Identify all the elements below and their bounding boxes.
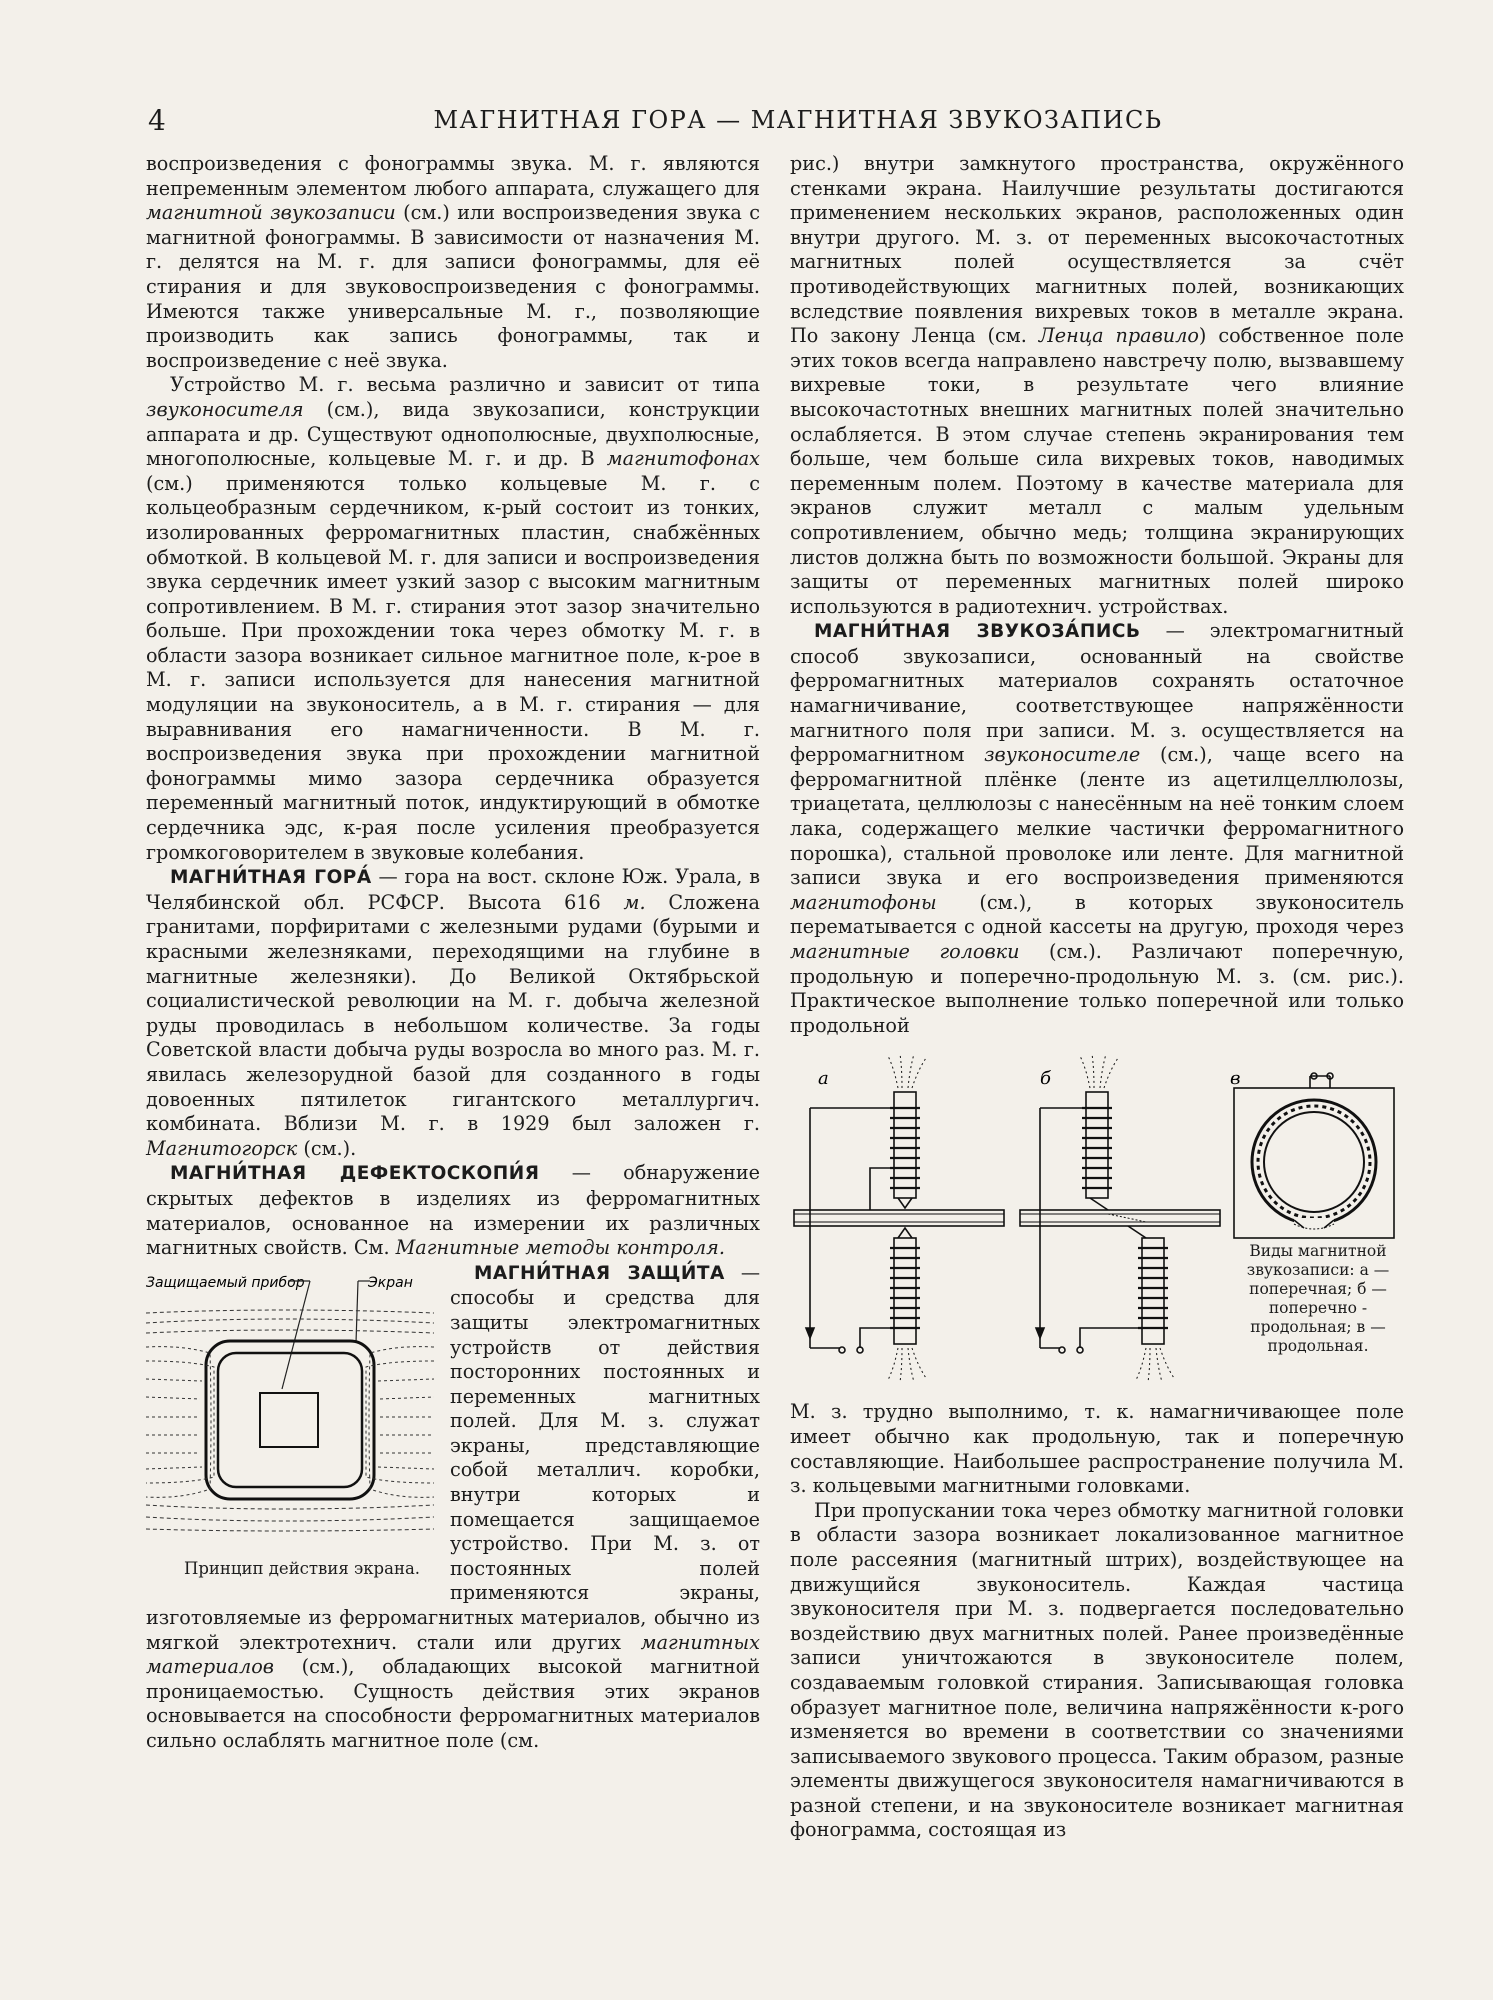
page-header — [148, 104, 1408, 144]
paragraph-heads-intro: воспроизведения с фонограммы звука. М. г. являются непременным элементом любого аппарата, служащего для магнитной звукозаписи (см.) или воспроизведения звука с магнитной фонограммы. В зависимости от назначения М. г. делятся на М. г. для записи фонограммы, для её стирания и для звуковоспроизведения с фонограммы. Имеются также универсальные М. г., позволяющие производить как запись фонограммы, так и воспроизведение с неё звука. — [146, 152, 760, 372]
entry-magnitnaya-zashchita: МАГНИ́ТНАЯ ЗАЩИ́ТА Защищаемый прибор Экран Принцип действия экрана. — способы и средства для защиты электромагнитных устройств от действия посторонних постоянных и переменных магнитных полей. Для М. з. служат экраны, представляющие собой металлич. коробки, внутри которых и помещается защищаемое устройство. При М. з. от постоянных полей применяются экраны, изготовляемые из ферромагнитных материалов, обычно из мягкой электротехнич. стали или других магнитных материалов (см.), обладающих высокой магнитной проницаемостью. Сущность действия этих экранов основывается на способности ферромагнитных материалов сильно ослаблять магнитное поле (см. — [146, 1261, 760, 1754]
label-a: а — [818, 1068, 829, 1090]
paragraph-zvukozapis-3: При пропускании тока через обмотку магнитной головки в области зазора возникает локализованное магнитное поле рассеяния (магнитный штрих), воздействующее на движущийся звуконоситель. Каждая частица звуконосителя при М. з. подвергается последовательно воздействию двух магнитных полей. Ранее произведённые записи уничтожаются в звуконосителе полем, создаваемым головкой стирания. Записывающая головка образует магнитное поле, величина напряжённости к-рого изменяется во времени в соответствии со значениями записываемого звукового процесса. Таким образом, разные элементы движущегося звуконосителя намагничиваются в разной степени, и на звуконосителе возникает магнитная фонограмма, состоящая из — [790, 1498, 1404, 1842]
figure-screen — [142, 1267, 438, 1579]
headword-gora: МАГНИ́ТНАЯ ГОРА́ — [170, 867, 372, 889]
paragraph-heads-design: Устройство М. г. весьма различно и зависит от типа звуконосителя (см.), вида звукозаписи, конструкции аппарата и др. Существуют однополюсные, двухполюсные, многополюсные, кольцевые М. г. и др. В магнитофонах (см.) применяются только кольцевые М. г. с кольцеобразным сердечником, к-рый состоит из тонких, изолированных ферромагнитных пластин, снабжённых обмоткой. В кольцевой М. г. для записи и воспроизведения звука сердечник имеет узкий зазор с высоким магнитным сопротивлением. В М. г. стирания этот зазор значительно больше. При прохождении тока через обмотку М. г. в области зазора возникает сильное магнитное поле, к-рое в М. г. записи используется для нанесения магнитной модуляции на звуконоситель, а в М. г. стирания — для выравнивания его намагниченности. В М. г. воспроизведения звука при прохождении магнитной фонограммы мимо зазора сердечника образуется переменный магнитный поток, индуктирующий в обмотке сердечника эдс, к-рая после усиления преобразуется громкоговорителем в звуковые колебания. — [146, 373, 760, 864]
label-protected-device: Защищаемый прибор — [146, 1274, 305, 1291]
diagram-v — [1234, 1073, 1394, 1238]
screen-diagram — [142, 1267, 438, 1557]
label-screen: Экран — [368, 1274, 413, 1291]
headword-defekt: МАГНИ́ТНАЯ ДЕФЕКТОСКОПИ́Я — [170, 1163, 540, 1185]
right-column — [790, 152, 1404, 1942]
diagram-b — [1020, 1054, 1220, 1382]
diagram-a — [794, 1054, 1004, 1382]
entry-magnitnaya-zvukozapis: МАГНИ́ТНАЯ ЗВУКОЗА́ПИСЬ — электромагнитный способ звукозаписи, основанный на свойстве ферромагнитных материалов сохранять остаточное намагничивание, соответствующее напряжённости магнитного поля при записи. М. з. осуществляется на ферромагнитном звуконосителе (см.), чаще всего на ферромагнитной плёнке (ленте из ацетилцеллюлозы, триацетата, целлюлозы с нанесённым на неё тонким слоем лака, содержащего мелкие частички ферромагнитного порошка), стальной проволоке или ленте. Для магнитной записи звука и его воспроизведения применяются магнитофоны (см.), в которых звуконоситель перематывается с одной кассеты на другую, проходя через магнитные головки (см.). Различают поперечную, продольную и поперечно-продольную М. з. (см. рис.). Практическое выполнение только поперечной или только продольной — [790, 619, 1404, 1037]
headword-zvukozapis: МАГНИ́ТНАЯ ЗВУКОЗА́ПИСЬ — [814, 621, 1141, 643]
caption-screen: Принцип действия экрана. — [183, 1558, 421, 1578]
label-b: б — [1040, 1068, 1051, 1090]
running-title: МАГНИТНАЯ ГОРА — МАГНИТНАЯ ЗВУКОЗАПИСЬ — [433, 106, 1163, 134]
headword-zashchita: МАГНИ́ТНАЯ ЗАЩИ́ТА — [474, 1262, 725, 1284]
paragraph-zvukozapis-2: М. з. трудно выполнимо, т. к. намагничивающее поле имеет обычно как продольную, так и поперечную составляющие. Наибольшее распространение получила М. з. кольцевыми магнитными головками. — [790, 1400, 1404, 1498]
paragraph-zashchita-cont: рис.) внутри замкнутого пространства, окружённого стенками экрана. Наилучшие результаты достигаются применением нескольких экранов, расположенных один внутри другого. М. з. от переменных высокочастотных магнитных полей осуществляется за счёт противодействующих магнитных полей, возникающих вследствие появления вихревых токов в металле экрана. По закону Ленца (см. Ленца правило) собственное поле этих токов всегда направлено навстречу полю, вызвавшему вихревые токи, в результате чего влияние высокочастотных внешних магнитных полей значительно ослабляется. В этом случае степень экранирования тем больше, чем больше сила вихревых токов, наводимых переменным полем. Поэтому в качестве материала для экранов служит металл с малым удельным сопротивлением, обычно медь; толщина экранирующих листов должна быть по возможности большой. Экраны для защиты от переменных магнитных полей широко используются в радиотехнич. устройствах. — [790, 152, 1405, 618]
left-column — [146, 152, 760, 1942]
figure-recording-types — [790, 1048, 1404, 1388]
link-lenz-rule: Ленца правило — [1038, 324, 1199, 348]
link-magnitogorsk: Магнитогорск — [146, 1136, 298, 1160]
label-v: в — [1230, 1068, 1241, 1090]
caption-recording-types: Виды магнитной звукозаписи: а — поперечная; б — поперечно - продольная; в — продольная. — [1246, 1242, 1390, 1356]
entry-magnitnaya-gora: МАГНИ́ТНАЯ ГОРА́ — гора на вост. склоне Юж. Урала, в Челябинской обл. РСФСР. Высота 616 м. Сложена гранитами, порфиритами с железными рудами (бурыми и красными железняками, переходящими на глубине в магнитные железняки). До Великой Октябрьской социалистической революции на М. г. добыча железной руды проводилась в небольшом количестве. За годы Советской власти добыча руды возросла во много раз. М. г. явилась железорудной базой для созданного в годы довоенных пятилеток гигантского металлургич. комбината. Вблизи М. г. в 1929 был заложен г. Магнитогорск (см.). — [146, 865, 760, 1160]
entry-defektoskopiya: МАГНИ́ТНАЯ ДЕФЕКТОСКОПИ́Я — обнаружение скрытых дефектов в изделиях из ферромагнитных материалов, основанное на измерении их различных магнитных свойств. См. Магнитные методы контроля. — [146, 1161, 760, 1260]
page-number: 4 — [148, 104, 166, 137]
